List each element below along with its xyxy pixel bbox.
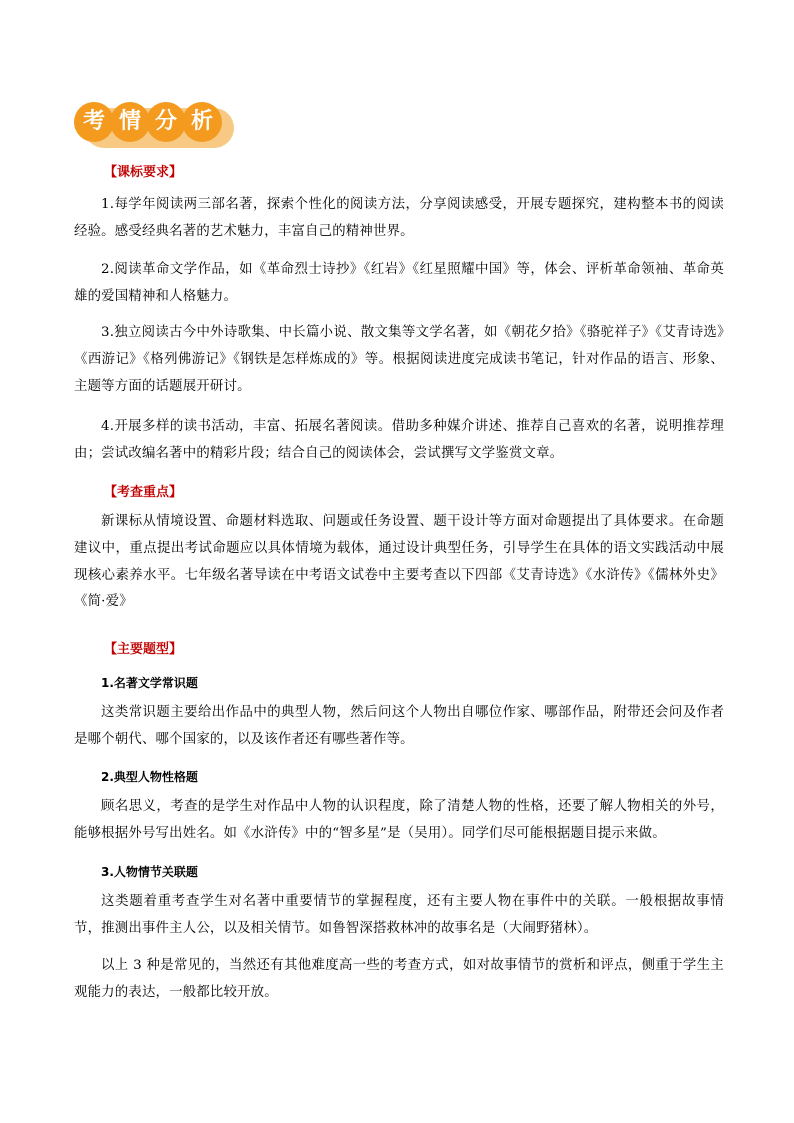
banner-char-2: 情 — [110, 102, 150, 142]
type-3-paragraph-2: 以上 3 种是常见的，当然还有其他难度高一些的考查方式，如对故事情节的赏析和评点，侧重于学生主观能力的表达，一般都比较开放。 — [74, 958, 724, 1000]
curriculum-paragraph-1: 1.每学年阅读两三部名著，探索个性化的阅读方法，分享阅读感受，开展专题探究，建构整本书的阅读经验。感受经典名著的艺术魅力，丰富自己的精神世界。 — [74, 197, 724, 239]
type-2-paragraph: 顾名思义，考查的是学生对作品中人物的认识程度，除了清楚人物的性格，还要了解人物相关的外号，能够根据外号写出姓名。如《水浒传》中的“智多星”是（吴用）。同学们尽可能根据题目提示来做。 — [74, 799, 724, 841]
type-3-title: 3.人物情节关联题 — [101, 865, 198, 879]
banner-char-1: 考 — [74, 102, 114, 142]
section-banner — [74, 100, 234, 150]
banner-char-4: 析 — [182, 102, 222, 142]
banner-char-3: 分 — [146, 102, 186, 142]
type-1-title: 1.名著文学常识题 — [101, 676, 198, 690]
heading-focus: 【考查重点】 — [104, 485, 183, 500]
curriculum-paragraph-2: 2.阅读革命文学作品，如《革命烈士诗抄》《红岩》《红星照耀中国》等，体会、评析革命领袖、革命英雄的爱国精神和人格魅力。 — [74, 262, 724, 304]
curriculum-paragraph-3: 3.独立阅读古今中外诗歌集、中长篇小说、散文集等文学名著，如《朝花夕拾》《骆驼祥子》《艾青诗选》《西游记》《格列佛游记》《钢铁是怎样炼成的》等。根据阅读进度完成读书笔记，针对作品的语言、形象、主题等方面的话题展开研讨。 — [74, 325, 724, 394]
curriculum-paragraph-4: 4.开展多样的读书活动，丰富、拓展名著阅读。借助多种媒介讲述、推荐自己喜欢的名著，说明推荐理由；尝试改编名著中的精彩片段；结合自己的阅读体会，尝试撰写文学鉴赏文章。 — [74, 419, 724, 461]
focus-paragraph-1: 新课标从情境设置、命题材料选取、问题或任务设置、题干设计等方面对命题提出了具体要求。在命题建议中，重点提出考试命题应以具体情境为载体，通过设计典型任务，引导学生在具体的语文实践活动中展现核心素养水平。七年级名著导读在中考语文试卷中主要考查以下四部《艾青诗选》《水浒传》《儒林外史》《简·爱》 — [74, 514, 724, 610]
type-2-title: 2.典型人物性格题 — [101, 770, 198, 784]
type-3-paragraph-1: 这类题着重考查学生对名著中重要情节的掌握程度，还有主要人物在事件中的关联。一般根据故事情节，推测出事件主人公，以及相关情节。如鲁智深搭救林冲的故事名是（大闹野猪林）。 — [74, 894, 724, 936]
heading-types: 【主要题型】 — [104, 642, 183, 657]
type-1-paragraph: 这类常识题主要给出作品中的典型人物，然后问这个人物出自哪位作家、哪部作品，附带还会问及作者是哪个朝代、哪个国家的，以及该作者还有哪些著作等。 — [74, 705, 724, 747]
heading-curriculum: 【课标要求】 — [104, 165, 183, 180]
